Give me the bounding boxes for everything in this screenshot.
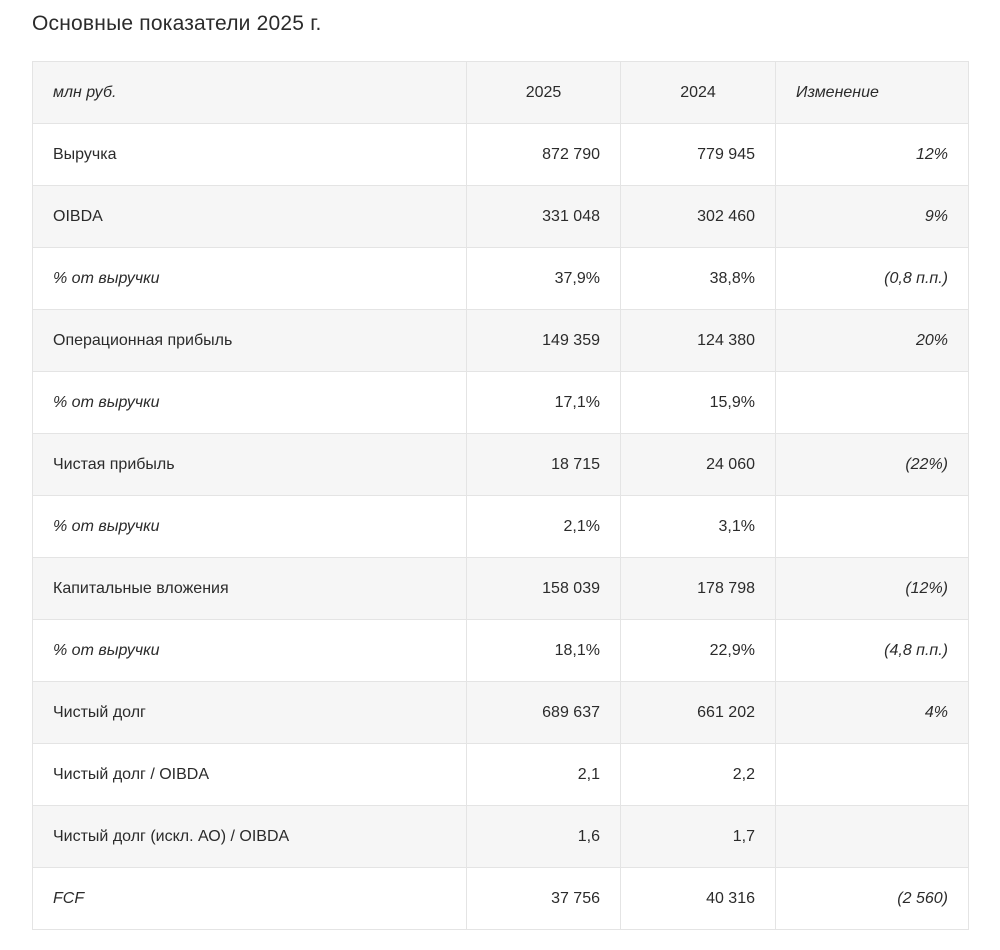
header-2024: 2024: [621, 62, 776, 124]
table-row: [33, 682, 969, 744]
value-2025: 331 048: [467, 186, 621, 248]
value-2025: 2,1: [467, 744, 621, 806]
table-row: [33, 620, 969, 682]
row-label: % от выручки: [33, 248, 467, 310]
value-2025: 1,6: [467, 806, 621, 868]
value-2025: 158 039: [467, 558, 621, 620]
value-2024: 2,2: [621, 744, 776, 806]
value-change: [776, 496, 969, 558]
value-2024: 302 460: [621, 186, 776, 248]
header-unit: млн руб.: [33, 62, 467, 124]
value-2024: 3,1%: [621, 496, 776, 558]
row-label: Выручка: [33, 124, 467, 186]
value-change: 4%: [776, 682, 969, 744]
value-2024: 38,8%: [621, 248, 776, 310]
value-change: [776, 806, 969, 868]
row-label: Чистая прибыль: [33, 434, 467, 496]
value-2024: 40 316: [621, 868, 776, 930]
value-change: 12%: [776, 124, 969, 186]
table-row: [33, 496, 969, 558]
value-2024: 1,7: [621, 806, 776, 868]
table-row: [33, 248, 969, 310]
header-2025: 2025: [467, 62, 621, 124]
value-change: (4,8 п.п.): [776, 620, 969, 682]
header-change: Изменение: [776, 62, 969, 124]
value-2025: 2,1%: [467, 496, 621, 558]
row-label: Чистый долг (искл. АО) / OIBDA: [33, 806, 467, 868]
value-2024: 124 380: [621, 310, 776, 372]
value-change: (22%): [776, 434, 969, 496]
value-change: 9%: [776, 186, 969, 248]
table-row: [33, 558, 969, 620]
value-change: (2 560): [776, 868, 969, 930]
value-change: [776, 744, 969, 806]
value-2025: 37,9%: [467, 248, 621, 310]
table-row: [33, 744, 969, 806]
page-title: Основные показатели 2025 г.: [32, 12, 322, 35]
value-2024: 178 798: [621, 558, 776, 620]
row-label: % от выручки: [33, 620, 467, 682]
row-label: % от выручки: [33, 372, 467, 434]
value-change: (0,8 п.п.): [776, 248, 969, 310]
row-label: Чистый долг / OIBDA: [33, 744, 467, 806]
table-row: [33, 186, 969, 248]
value-2024: 661 202: [621, 682, 776, 744]
value-2024: 22,9%: [621, 620, 776, 682]
row-label: % от выручки: [33, 496, 467, 558]
value-change: 20%: [776, 310, 969, 372]
table-row: [33, 124, 969, 186]
row-label: Операционная прибыль: [33, 310, 467, 372]
table-header-row: [33, 62, 969, 124]
table-row: [33, 310, 969, 372]
value-2025: 18 715: [467, 434, 621, 496]
value-2025: 149 359: [467, 310, 621, 372]
value-2024: 15,9%: [621, 372, 776, 434]
value-2024: 24 060: [621, 434, 776, 496]
table-row: [33, 372, 969, 434]
row-label: Чистый долг: [33, 682, 467, 744]
row-label: OIBDA: [33, 186, 467, 248]
value-change: [776, 372, 969, 434]
value-2025: 872 790: [467, 124, 621, 186]
value-2025: 17,1%: [467, 372, 621, 434]
table-row: [33, 868, 969, 930]
value-2025: 18,1%: [467, 620, 621, 682]
table-row: [33, 434, 969, 496]
row-label: FCF: [33, 868, 467, 930]
table-row: [33, 806, 969, 868]
row-label: Капитальные вложения: [33, 558, 467, 620]
value-change: (12%): [776, 558, 969, 620]
kpi-table: [32, 61, 969, 930]
value-2025: 689 637: [467, 682, 621, 744]
value-2024: 779 945: [621, 124, 776, 186]
value-2025: 37 756: [467, 868, 621, 930]
